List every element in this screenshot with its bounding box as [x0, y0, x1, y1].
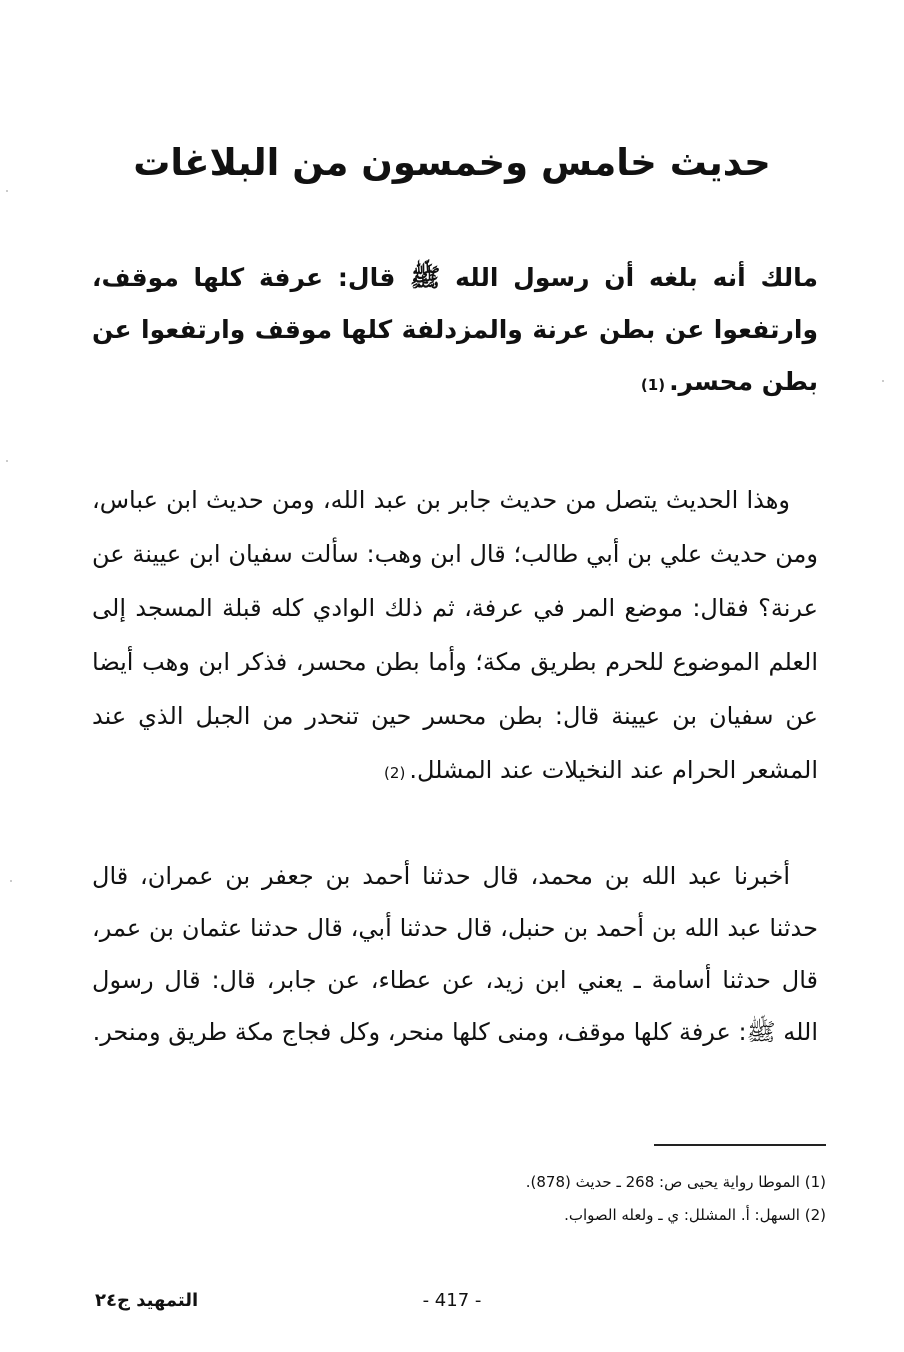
footnotes: [380, 1166, 826, 1232]
scan-speck: [6, 460, 8, 462]
paragraph-1-text: وهذا الحديث يتصل من حديث جابر بن عبد الله، ومن حديث ابن عباس، ومن حديث علي بن أبي طالب؛ قال ابن وهب: سألت سفيان ابن عيينة عن عرنة؟ فقال: موضع المر في عرفة، ثم ذلك الوادي كله قبلة المسجد إلى العلم الموضوع للحرم بطريق مكة؛ وأما بطن محسر، فذكر ابن وهب أيضا عن سفيان بن عيينة قال: بطن محسر حين تنحدر من الجبل الذي عند المشعر الحرام عند النخيلات عند المشلل.: [92, 486, 818, 784]
isnad-paragraph: [92, 850, 818, 1058]
scan-speck: [6, 190, 8, 192]
footnote-2: (2) السهل: أ. المشلل: ي ـ ولعله الصواب.: [564, 1206, 826, 1224]
scan-speck: [10, 880, 12, 882]
hadith-matn: [92, 252, 818, 411]
page-number: - 417 -: [422, 1290, 482, 1311]
footnote-ref-1: (1): [640, 376, 666, 394]
footnote-1: (1) الموطا رواية يحيى ص: 268 ـ حديث (878).: [525, 1173, 826, 1191]
footnote-ref-2: (2): [384, 764, 406, 782]
footnote-divider: [654, 1144, 826, 1146]
commentary-paragraph-1: [92, 473, 818, 800]
section-title: حديث خامس وخمسون من البلاغات: [133, 141, 771, 184]
book-reference: التمهيد ج٢٤: [95, 1290, 199, 1311]
scan-speck: [882, 380, 884, 382]
matn-text: مالك أنه بلغه أن رسول الله ﷺ قال: عرفة كلها موقف، وارتفعوا عن بطن عرنة والمزدلفة كلها موقف وارتفعوا عن بطن محسر.: [92, 263, 818, 396]
paragraph-2-text: أخبرنا عبد الله بن محمد، قال حدثنا أحمد بن جعفر بن عمران، قال حدثنا عبد الله بن أحمد بن حنبل، قال حدثنا أبي، قال حدثنا عثمان بن عمر، قال حدثنا أسامة ـ يعني ابن زيد، عن عطاء، عن جابر، قال: قال رسول الله ﷺ: عرفة كلها موقف، ومنى كلها منحر، وكل فجاج مكة طريق ومنحر.: [92, 862, 818, 1046]
